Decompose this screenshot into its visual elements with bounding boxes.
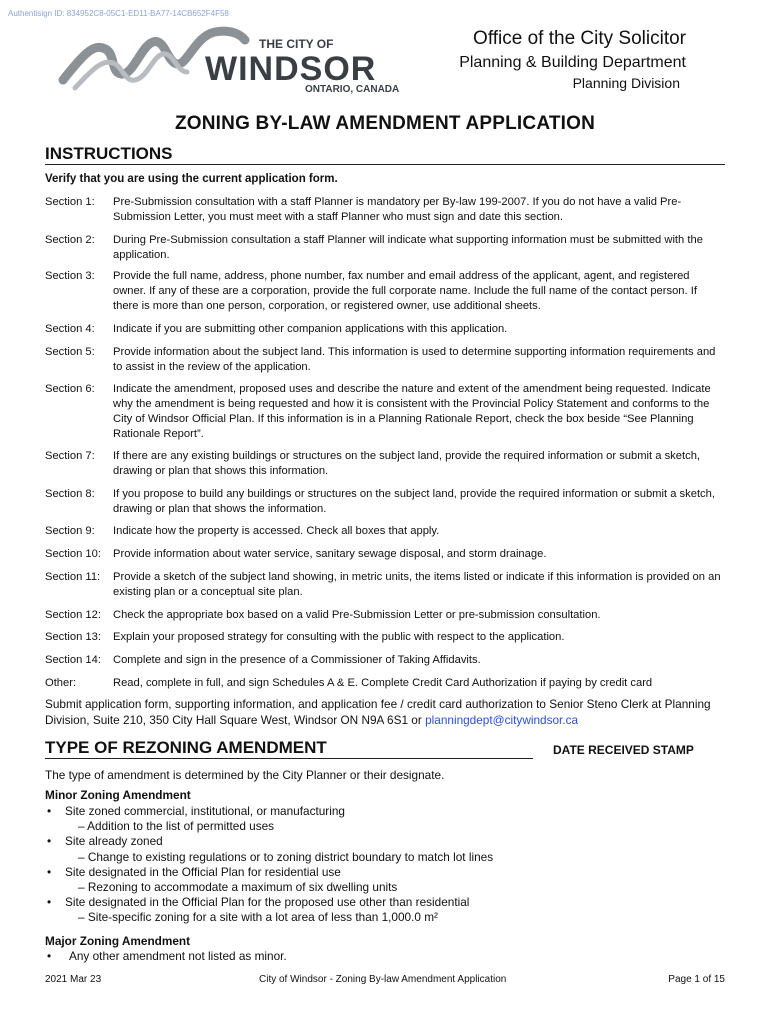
section-text: If you propose to build any buildings or structures on the subject land, provide the required information or submit a sketch, drawing or plan that shows the information. xyxy=(113,488,715,515)
submit-text: Submit application form, supporting information, and application fee / credit card authorization to Senior Steno Clerk at Planning Division, Suite 210, 350 City Hall Square West, Windsor ON N9A 6S1 or xyxy=(45,697,711,727)
document-title: ZONING BY-LAW AMENDMENT APPLICATION xyxy=(174,113,596,134)
section-1 xyxy=(45,195,725,225)
list-item-text: Site designated in the Official Plan for residential use xyxy=(65,864,341,879)
section-6 xyxy=(45,382,725,442)
section-text: Provide a sketch of the subject land showing, in metric units, the items listed or indicate if this information is provided on an existing plan or a conceptual site plan. xyxy=(113,571,721,598)
rezoning-description: The type of amendment is determined by the City Planner or their designate. xyxy=(45,768,445,782)
bullet-icon: • xyxy=(47,895,52,910)
office-header xyxy=(356,28,686,92)
minor-amendment-heading: Minor Zoning Amendment xyxy=(45,788,191,802)
section-3 xyxy=(45,269,725,314)
section-other xyxy=(45,676,725,691)
bullet-icon: • xyxy=(47,949,52,963)
section-10 xyxy=(45,547,725,562)
list-item-text: Site zoned commercial, institutional, or manufacturing xyxy=(65,804,345,818)
section-text: Indicate the amendment, proposed uses and describe the nature and extent of the amendment being requested. Indicate why the amendment is being requested and how it is consistent with the Provincial Policy Statement and conforms to the City of Windsor Official Plan. If this information is in a Planning Rationale Report, check the box beside “See Planning Rationale Report”. xyxy=(113,383,711,440)
list-subitem: – Change to existing regulations or to zoning district boundary to match lot lines xyxy=(78,849,494,864)
section-9 xyxy=(45,524,725,539)
footer-title: City of Windsor - Zoning By-law Amendment Application xyxy=(259,974,507,985)
list-item-text: Site designated in the Official Plan for the proposed use other than residential xyxy=(65,895,470,910)
section-text: Explain your proposed strategy for consulting with the public with respect to the application. xyxy=(113,631,565,643)
office-line-2: Planning & Building Department xyxy=(459,54,686,71)
list-item-text: Any other amendment not listed as minor. xyxy=(69,949,287,963)
submit-instructions xyxy=(45,697,725,728)
date-received-stamp: DATE RECEIVED STAMP xyxy=(553,743,694,757)
section-5 xyxy=(45,345,725,375)
section-text: Provide the full name, address, phone number, fax number and email address of the applicant, agent, and registered owner. If any of these are a corporation, provide the full corporate name. Include the full name of the contact person. If there is more than one person, corporation, or registered owner, use additional sheets. xyxy=(113,270,697,312)
footer-page-number: Page 1 of 15 xyxy=(668,974,725,985)
minor-amendment-list xyxy=(45,804,725,926)
section-text: Complete and sign in the presence of a Commissioner of Taking Affidavits. xyxy=(113,654,481,666)
list-item-text: Site already zoned xyxy=(65,834,163,849)
section-13 xyxy=(45,630,725,645)
list-subitem: – Site-specific zoning for a site with a lot area of less than 1,000.0 m² xyxy=(78,910,438,925)
section-label: Section 6: xyxy=(45,383,95,395)
section-7 xyxy=(45,449,725,479)
office-line-3: Planning Division xyxy=(572,75,680,91)
section-label: Section 14: xyxy=(45,654,101,666)
section-text: Provide information about the subject land. This information is used to determine supporting information requirements and to assist in the review of the application. xyxy=(113,346,716,373)
logo-windsor: WINDSOR xyxy=(205,50,377,88)
section-text: Indicate how the property is accessed. Check all boxes that apply. xyxy=(113,525,440,537)
major-amendment-heading: Major Zoning Amendment xyxy=(45,934,191,948)
section-label: Section 9: xyxy=(45,525,95,537)
section-text: During Pre-Submission consultation a staff Planner will indicate what supporting information must be submitted with the application. xyxy=(113,234,703,261)
section-text: Check the appropriate box based on a valid Pre-Submission Letter or pre-submission consultation. xyxy=(113,609,601,621)
list-item xyxy=(45,834,725,849)
section-12 xyxy=(45,608,725,623)
section-4 xyxy=(45,322,725,337)
section-11 xyxy=(45,570,725,600)
major-amendment-item xyxy=(45,949,287,963)
section-text: If there are any existing buildings or structures on the subject land, provide the required information or submit a sketch, drawing or plan that shows this information. xyxy=(113,450,701,477)
section-label: Section 12: xyxy=(45,609,101,621)
authentisign-id: Authentisign ID: 834952C8-05C1-ED11-BA77-14CB652F4F58 xyxy=(8,9,229,18)
section-text: Provide information about water service, sanitary sewage disposal, and storm drainage. xyxy=(113,548,547,560)
section-label: Section 1: xyxy=(45,196,95,208)
section-2 xyxy=(45,233,725,263)
section-text: Indicate if you are submitting other companion applications with this application. xyxy=(113,323,508,335)
section-label: Section 7: xyxy=(45,450,95,462)
bullet-icon: • xyxy=(47,834,52,849)
section-label: Section 13: xyxy=(45,631,101,643)
logo-ontario-canada: ONTARIO, CANADA xyxy=(305,84,400,95)
office-line-1: Office of the City Solicitor xyxy=(473,28,686,49)
section-14 xyxy=(45,653,725,668)
email-link[interactable]: planningdept@citywindsor.ca xyxy=(425,712,579,727)
list-item xyxy=(45,865,725,880)
section-label: Other: xyxy=(45,677,77,689)
bullet-icon: • xyxy=(47,864,52,879)
rezoning-heading: TYPE OF REZONING AMENDMENT xyxy=(45,738,533,759)
section-text: Pre-Submission consultation with a staff Planner is mandatory per By-law 199-2007. If you do not have a valid Pre-Submission Letter, you must meet with a staff Planner who must sign and date this section. xyxy=(113,196,682,223)
list-subitem: – Addition to the list of permitted uses xyxy=(78,819,275,834)
section-label: Section 5: xyxy=(45,346,95,358)
section-label: Section 4: xyxy=(45,323,95,335)
section-label: Section 10: xyxy=(45,548,101,560)
verify-note: Verify that you are using the current application form. xyxy=(45,173,338,185)
bullet-icon: • xyxy=(47,804,52,818)
section-label: Section 2: xyxy=(45,234,95,246)
list-subitem: – Rezoning to accommodate a maximum of six dwelling units xyxy=(78,880,398,895)
section-8 xyxy=(45,487,725,517)
list-item xyxy=(45,895,725,910)
section-label: Section 11: xyxy=(45,571,101,583)
section-label: Section 3: xyxy=(45,270,95,282)
list-item xyxy=(45,804,725,819)
section-label: Section 8: xyxy=(45,488,95,500)
section-text: Read, complete in full, and sign Schedules A & E. Complete Credit Card Authorization if paying by credit card xyxy=(113,677,653,689)
logo-the-city-of: THE CITY OF xyxy=(259,37,334,51)
footer-date: 2021 Mar 23 xyxy=(45,974,102,985)
instructions-heading: INSTRUCTIONS xyxy=(45,144,725,165)
